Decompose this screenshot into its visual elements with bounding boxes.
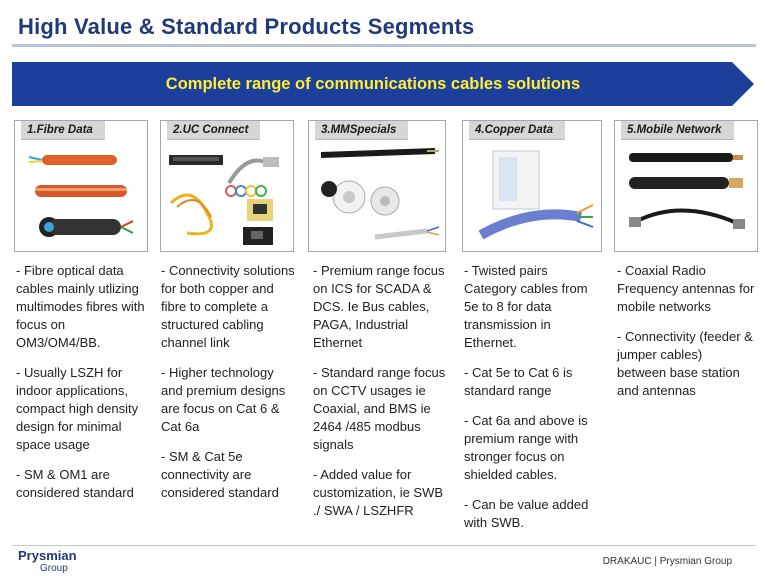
bullet-mobile-2: - Connectivity (feeder & jumper cables) between base station and antennas — [617, 329, 753, 398]
bullet-uc-1: - Connectivity solutions for both copper and fibre to complete a structured cabling channel link — [161, 263, 295, 350]
fibre-cables-image — [27, 147, 137, 247]
bullet-uc-2: - Higher technology and premium designs are focus on Cat 6 & Cat 6a — [161, 365, 286, 434]
footer-divider — [12, 545, 756, 546]
bullet-fibre-3: - SM & OM1 are considered standard — [16, 467, 134, 500]
company-logo — [18, 549, 77, 575]
special-cables-image — [315, 145, 441, 247]
connectivity-products-image — [167, 143, 289, 247]
copper-cables-image — [471, 147, 595, 247]
segment-text-uc-connect — [161, 262, 297, 514]
segment-text-mobile-network — [617, 262, 755, 412]
segment-panel-fibre-data — [14, 120, 148, 252]
title-underline — [12, 44, 756, 47]
bullet-copper-4: - Can be value added with SWB. — [464, 497, 589, 530]
bullet-mm-3: - Added value for customization, ie SWB ./ SWA / LSZHFR — [313, 467, 444, 518]
bullet-mm-1: - Premium range focus on ICS for SCADA & DCS. Ie Bus cables, PAGA, Industrial Ethernet — [313, 263, 445, 350]
bullet-fibre-1: - Fibre optical data cables mainly utlizing multimodes fibres with focus on OM3/OM4/BB. — [16, 263, 145, 350]
bullet-mm-2: - Standard range focus on CCTV usages ie Coaxial, and BMS ie 2464 /485 modbus signals — [313, 365, 446, 452]
segment-panel-mmspecials — [308, 120, 446, 252]
logo-sub: Group — [40, 563, 68, 574]
segment-text-mmspecials — [313, 262, 451, 532]
segment-tab-fibre-data: 1.Fibre Data — [21, 121, 105, 140]
segment-text-copper-data — [464, 262, 602, 544]
bullet-uc-3: - SM & Cat 5e connectivity are considered standard — [161, 449, 279, 500]
segment-tab-uc-connect: 2.UC Connect — [167, 121, 260, 140]
banner-text: Complete range of communications cables solutions — [165, 75, 581, 93]
bullet-fibre-2: - Usually LSZH for indoor applications, compact high density design for minimal space usage — [16, 365, 139, 452]
page-title: High Value & Standard Products Segments — [18, 14, 475, 39]
segment-panel-copper-data — [462, 120, 602, 252]
coaxial-cables-image — [621, 149, 753, 247]
segment-tab-mmspecials: 3.MMSpecials — [315, 121, 408, 140]
bullet-mobile-1: - Coaxial Radio Frequency antennas for mobile networks — [617, 263, 755, 314]
segment-tab-copper-data: 4.Copper Data — [469, 121, 565, 140]
footer-text: DRAKAUC | Prysmian Group — [602, 556, 732, 567]
logo-name: Prysmian — [18, 548, 77, 563]
segment-panel-mobile-network — [614, 120, 758, 252]
bullet-copper-3: - Cat 6a and above is premium range with stronger focus on shielded cables. — [464, 413, 588, 482]
bullet-copper-2: - Cat 5e to Cat 6 is standard range — [464, 365, 573, 398]
bullet-copper-1: - Twisted pairs Category cables from 5e to 8 for data transmission in Ethernet. — [464, 263, 588, 350]
segment-text-fibre-data — [16, 262, 152, 514]
banner-arrow — [12, 62, 754, 106]
segment-tab-mobile-network: 5.Mobile Network — [621, 121, 734, 140]
segment-panel-uc-connect — [160, 120, 294, 252]
